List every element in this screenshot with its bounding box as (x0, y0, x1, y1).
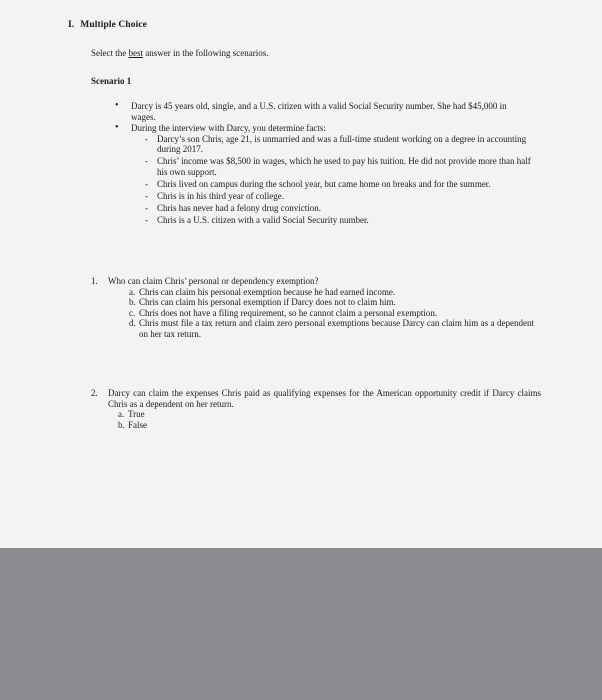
fact-item (145, 203, 533, 214)
answer-options (129, 287, 534, 340)
scenario-bullets (113, 101, 533, 227)
answer-option-a[interactable] (118, 409, 523, 420)
question-text: Darcy can claim the expenses Chris paid as qualifying expenses for the American opportunity credit if Darcy claims Chris as a dependent on her return. (108, 388, 541, 409)
instructions-text: Select the (91, 48, 129, 58)
dash-icon: - (145, 156, 148, 166)
option-letter: b. (118, 419, 125, 430)
dash-icon: - (145, 202, 148, 213)
section-number: I. (68, 20, 75, 30)
bullet-icon: • (115, 100, 119, 111)
option-text: False (128, 419, 147, 430)
option-text: Chris can claim his personal exemption because he had earned income. (139, 286, 396, 297)
dash-icon: - (145, 133, 148, 144)
answer-options (118, 409, 523, 430)
dash-icon: - (145, 190, 148, 201)
question-number: 1. (91, 276, 98, 286)
bullet-text: During the interview with Darcy, you determine facts: (131, 123, 326, 133)
instructions-text-end: answer in the following scenarios. (143, 48, 269, 58)
option-text: Chris does not have a filing requirement, so he cannot claim a personal exemption. (139, 307, 438, 318)
fact-text: Chris has never had a felony drug conviction. (157, 202, 321, 213)
answer-option-b[interactable] (118, 420, 523, 431)
option-text: Chris must file a tax return and claim zero personal exemptions because Darcy can claim him as a dependent on her tax return. (139, 318, 534, 339)
fact-item (145, 191, 533, 202)
option-letter: b. (129, 297, 136, 307)
section-title: Multiple Choice (80, 20, 147, 30)
fact-text: Chris is in his third year of college. (157, 190, 284, 201)
fact-text: Chris’ income was $8,500 in wages, which he used to pay his tuition. He did not provide more than half his own support. (157, 156, 531, 177)
option-letter: a. (129, 286, 136, 297)
fact-text: Chris lived on campus during the school year, but came home on breaks and for the summer. (157, 178, 491, 189)
fact-item (145, 179, 533, 190)
option-letter: d. (129, 318, 136, 328)
fact-item (145, 134, 533, 155)
section-heading (68, 20, 147, 31)
answer-option-b[interactable] (129, 297, 534, 308)
bullet-icon: • (115, 122, 119, 133)
question-number: 2. (91, 388, 98, 398)
fact-text: Darcy’s son Chris, age 21, is unmarried and was a full-time student working on a degree in accounting during 2017. (157, 133, 527, 154)
dash-icon: - (145, 214, 148, 225)
option-text: True (128, 409, 145, 419)
option-letter: c. (129, 307, 136, 318)
question-2 (91, 388, 541, 430)
answer-option-d[interactable] (129, 318, 534, 339)
question-text: Who can claim Chris’ personal or dependency exemption? (108, 276, 319, 286)
instructions-emphasis: best (128, 48, 143, 58)
fact-item (145, 215, 533, 226)
bullet-item (113, 123, 533, 225)
bullet-text: Darcy is 45 years old, single, and a U.S. citizen with a valid Social Security number. She had $45,000 in wages. (131, 101, 507, 122)
facts-list (145, 134, 533, 226)
question-1 (91, 276, 541, 339)
instructions (91, 48, 268, 59)
background-area (0, 548, 602, 700)
answer-option-a[interactable] (129, 287, 534, 298)
fact-item (145, 156, 533, 177)
option-letter: a. (118, 409, 125, 419)
scenario-title: Scenario 1 (91, 76, 132, 86)
fact-text: Chris is a U.S. citizen with a valid Social Security number. (157, 214, 369, 225)
option-text: Chris can claim his personal exemption if Darcy does not to claim him. (139, 297, 396, 307)
dash-icon: - (145, 178, 148, 189)
question-prompt (91, 276, 541, 287)
question-prompt (91, 388, 541, 409)
bullet-item (113, 101, 533, 122)
answer-option-c[interactable] (129, 308, 534, 319)
